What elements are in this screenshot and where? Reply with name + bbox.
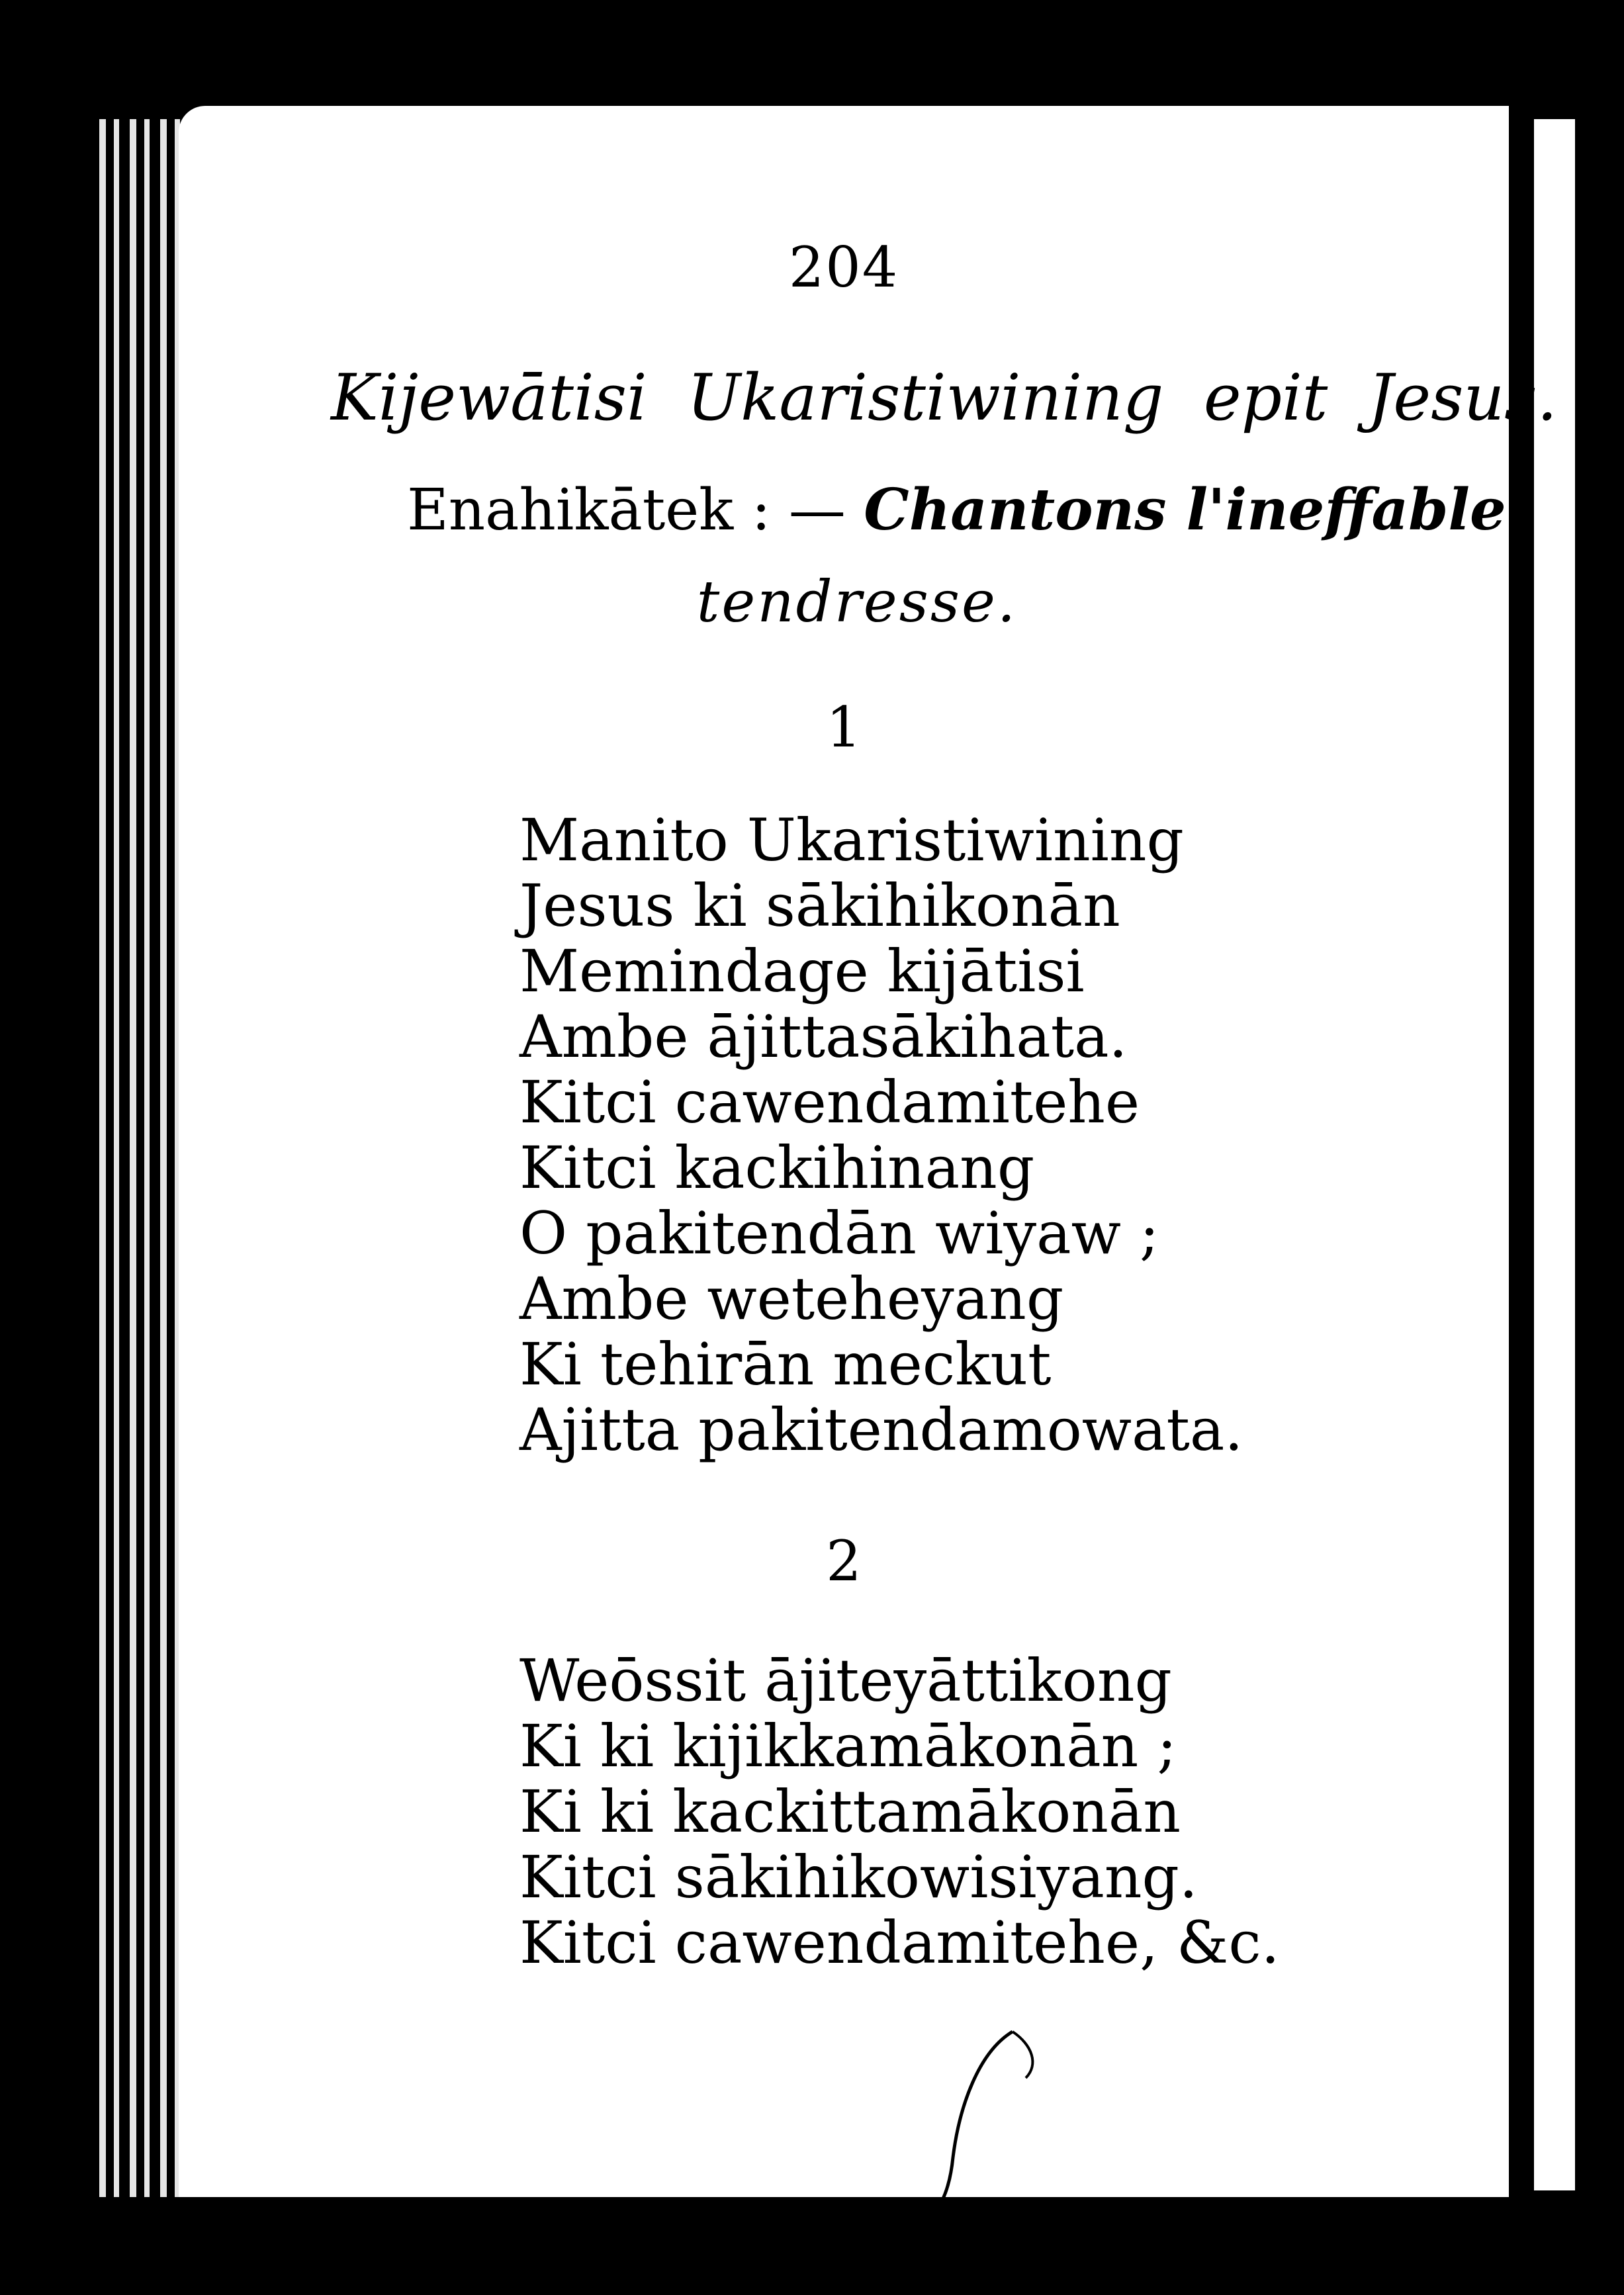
tune-label: Enahikātek : — [407,477,864,543]
ink-flourish [900,2025,1046,2237]
verse-line: Ambe ājittasākihata. [519,1003,1128,1071]
stanza-number: 2 [826,1529,862,1594]
stanza-2 [519,1648,1512,1975]
verse-line: Ambe weteheyang [519,1265,1064,1333]
verse-line: Weōssit ājiteyāttikong [519,1646,1172,1715]
verse-line: O pakitendān wiyaw ; [519,1199,1159,1267]
verse-line: Jesus ki sākihikonān [519,872,1120,940]
stanza-1 [519,807,1512,1462]
verse-line: Memindage kijātisi [519,937,1085,1005]
verse-line: Ki ki kijikkamākonān ; [519,1712,1177,1780]
tune-name-continued: tendresse. [696,569,1018,635]
book-binding [99,119,185,2197]
verse-line: Kitci cawendamitehe, &c. [519,1909,1280,1977]
verse-line: Manito Ukaristiwining [519,806,1184,874]
stanza-number: 1 [826,695,862,760]
verse-line: Ki ki kackittamākonān [519,1778,1181,1846]
verse-line: Kitci cawendamitehe [519,1068,1140,1136]
verse-line: Ajitta pakitendamowata. [519,1396,1243,1464]
tune-line [407,476,1598,543]
verse-line: Kitci kackihinang [519,1134,1035,1202]
page-number: 204 [788,235,899,300]
tune-name: Chantons l'ineffable [864,476,1506,543]
hymn-title: Kijewātisi Ukaristiwining epit Jesus. [331,361,1558,435]
verse-line: Kitci sākihikowisiyang. [519,1843,1198,1911]
verse-line: Ki tehirān meckut [519,1330,1052,1398]
book-page [179,106,1558,2197]
